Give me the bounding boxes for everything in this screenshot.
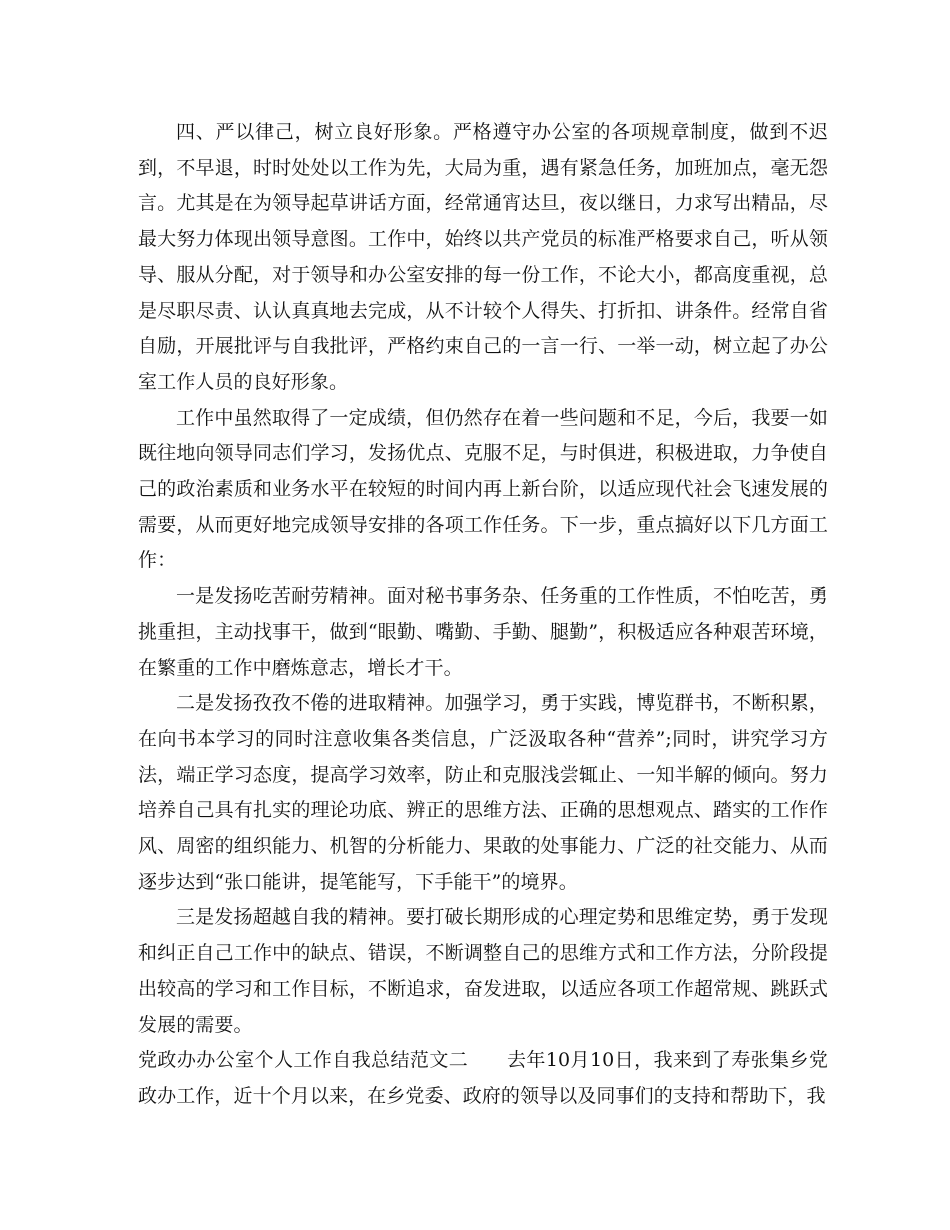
document-page: [138, 115, 828, 1115]
paragraph-sample-two-intro: 党政办办公室个人工作自我总结范文二 去年10月10日，我来到了寿张集乡党政办工作，近十个月以来，在乡党委、政府的领导以及同事们的支持和帮助下，我: [138, 1049, 828, 1107]
paragraph-self-discipline: 四、严以律己，树立良好形象。严格遵守办公室的各项规章制度，做到不迟到，不早退，时时处处以工作为先，大局为重，遇有紧急任务，加班加点，毫无怨言。尤其是在为领导起草讲话方面，经常通宵达旦，夜以继日，力求写出精品，尽最大努力体现出领导意图。工作中，始终以共产党员的标准严格要求自己，听从领导、服从分配，对于领导和办公室安排的每一份工作，不论大小，都高度重视，总是尽职尽责、认认真真地去完成，从不计较个人得失、打折扣、讲条件。经常自省自励，开展批评与自我批评，严格约束自己的一言一行、一举一动，树立起了办公室工作人员的良好形象。: [138, 121, 828, 393]
paragraph-hardworking-spirit: 一是发扬吃苦耐劳精神。面对秘书事务杂、任务重的工作性质，不怕吃苦，勇挑重担，主动找事干，做到“眼勤、嘴勤、手勤、腿勤”，积极适应各种艰苦环境，在繁重的工作中磨炼意志，增长才干。: [138, 585, 828, 679]
paragraph-self-surpassing-spirit: 三是发扬超越自我的精神。要打破长期形成的心理定势和思维定势，勇于发现和纠正自己工作中的缺点、错误，不断调整自己的思维方式和工作方法，分阶段提出较高的学习和工作目标，不断追求，奋发进取，以适应各项工作超常规、跳跃式发展的需要。: [138, 906, 828, 1036]
paragraph-future-plan: 工作中虽然取得了一定成绩，但仍然存在着一些问题和不足，今后，我要一如既往地向领导同志们学习，发扬优点、克服不足，与时俱进，积极进取，力争使自己的政治素质和业务水平在较短的时间内再上新台阶，以适应现代社会飞速发展的需要，从而更好地完成领导安排的各项工作任务。下一步，重点搞好以下几方面工作：: [138, 406, 828, 572]
paragraph-learning-spirit: 二是发扬孜孜不倦的进取精神。加强学习，勇于实践，博览群书，不断积累，在向书本学习的同时注意收集各类信息，广泛汲取各种“营养”;同时，讲究学习方法，端正学习态度，提高学习效率，防止和克服浅尝辄止、一知半解的倾向。努力培养自己具有扎实的理论功底、辨正的思维方法、正确的思想观点、踏实的工作作风、周密的组织能力、机智的分析能力、果敢的处事能力、广泛的社交能力、从而逐步达到“张口能讲，提笔能写，下手能干”的境界。: [138, 692, 828, 893]
